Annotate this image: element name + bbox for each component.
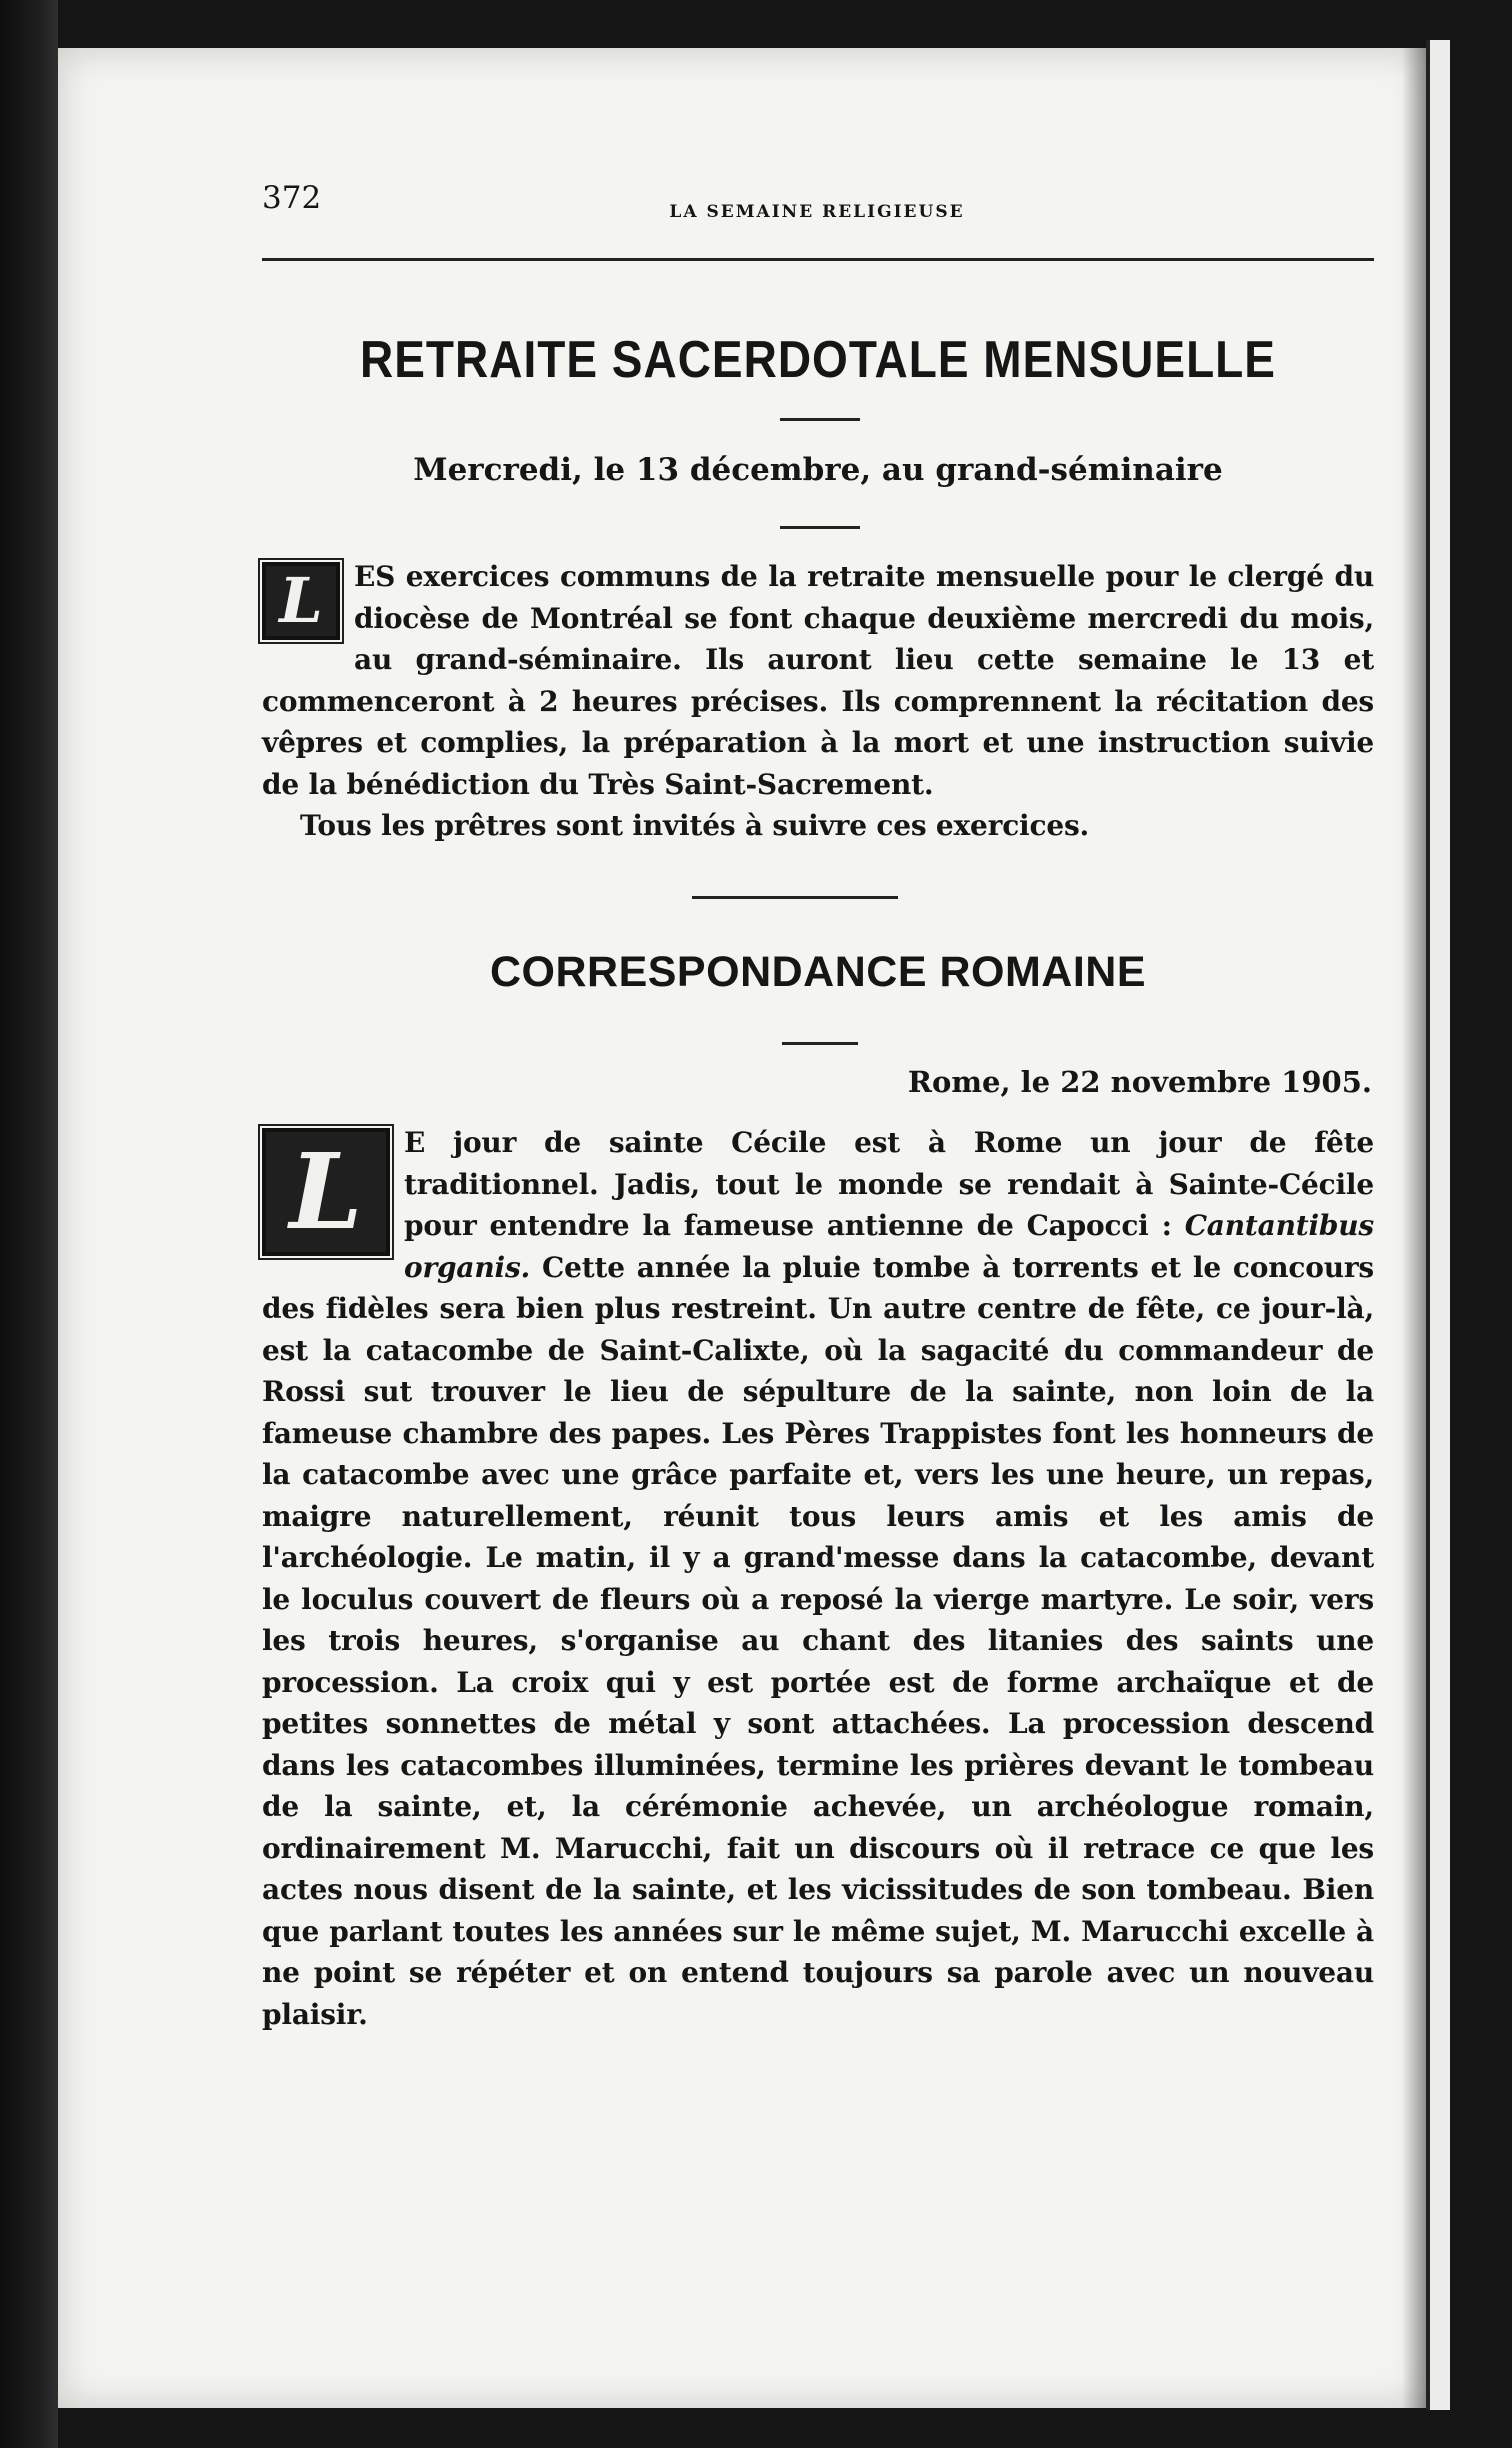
section-divider (692, 896, 898, 899)
article1-body (262, 556, 1374, 847)
dropcap-l-ornate-icon: L (262, 1128, 390, 1256)
running-head (262, 170, 1372, 230)
article1-subtitle: Mercredi, le 13 décembre, au grand-séminaire (413, 452, 1223, 488)
next-page-edge (1426, 40, 1450, 2410)
article1-paragraph: ES exercices communs de la retraite mensuelle pour le clergé du diocèse de Montréal se font chaque deuxième mercredi du mois, au grand-séminaire. Ils auront lieu cette semaine le 13 et commenceront à 2 heures précises. Ils comprennent la récitation des vêpres et complies, la préparation à la mort et une instruction suivie de la bénédiction du Très Saint-Sacrement. (262, 560, 1374, 801)
page-number: 372 (262, 180, 322, 216)
article2-title: CORRESPONDANCE ROMAINE (489, 948, 1147, 996)
dropcap-l-icon: L (262, 562, 340, 640)
article2-text-rest: Cette année la pluie tombe à torrents et le concours des fidèles sera bien plus restreint. Un autre centre de fête, ce jour-là, est la catacombe de Saint-Calixte, où la sagacité du commandeur de Rossi sut trouver le lieu de sépulture de la sainte, non loin de la fameuse chambre des papes. Les Pères Trappistes font les honneurs de la catacombe avec une grâce parfaite et, vers les une heure, un repas, maigre naturellement, réunit tous leurs amis et les amis de l'archéologie. Le matin, il y a grand'messe dans la catacombe, devant le loculus couvert de fleurs où a reposé la vierge martyre. Le soir, vers les trois heures, s'organise au chant des litanies des saints une procession. La croix qui y est portée est de forme archaïque et de petites sonnettes de métal y sont attachées. La procession descend dans les catacombes illuminées, termine les prières devant le tombeau de la sainte, et, la cérémonie achevée, un archéologue romain, ordinairement M. Marucchi, fait un discours où il retrace ce que les actes nous disent de la sainte, et les vicissitudes de son tombeau. Bien que parlant toutes les années sur le même sujet, M. Marucchi excelle à ne point se répéter et on entend toujours sa parole avec un nouveau plaisir. (262, 1250, 1374, 2031)
header-rule (262, 258, 1374, 261)
article2-text-start: E jour de sainte Cécile est à Rome un jour de fête traditionnel. Jadis, tout le monde se rendait à Sainte-Cécile pour entendre la fameuse antienne de Capocci : (404, 1126, 1374, 1242)
article1-paragraph2: Tous les prêtres sont invités à suivre ces exercices. (300, 809, 1090, 842)
subtitle-rule (780, 526, 860, 529)
article1-title: RETRAITE SACERDOTALE MENSUELLE (360, 329, 1276, 389)
article2-dateline: Rome, le 22 novembre 1905. (907, 1065, 1372, 1099)
title-rule (780, 418, 860, 421)
article2-italic-quote: Cantantibus organis. (404, 1209, 1374, 1284)
running-title: LA SEMAINE RELIGIEUSE (669, 202, 965, 222)
article2-title-rule (782, 1042, 858, 1045)
page-content (262, 170, 1374, 2031)
article2-body (262, 1122, 1374, 2035)
scan-border-left (0, 0, 58, 2448)
page-gutter-shadow (1402, 48, 1426, 2408)
